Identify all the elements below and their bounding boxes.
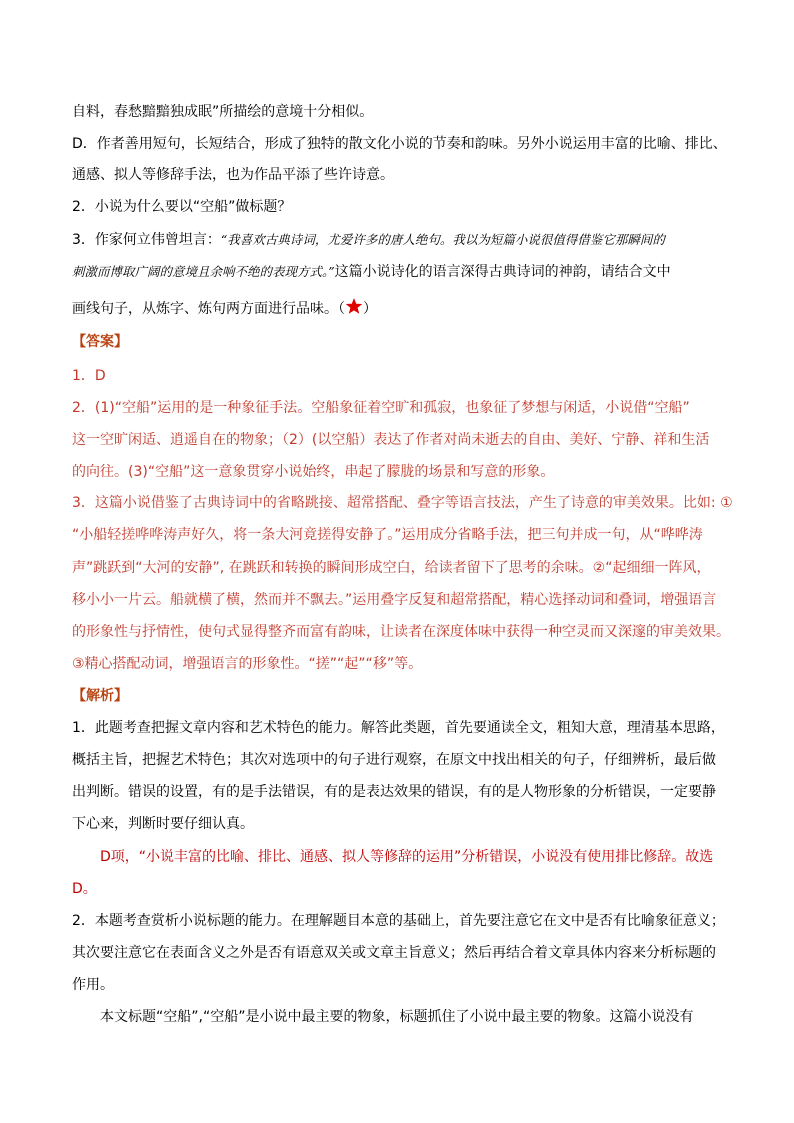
answer-2-line-3: 的向往。(3)“空船”这一意象贯穿小说始终，串起了朦胧的场景和写意的形象。 (72, 464, 555, 480)
question-3-line-1 (72, 230, 722, 250)
answer-2-line-1: 2．(1)“空船”运用的是一种象征手法。空船象征着空旷和孤寂，也象征了梦想与闲适，小说借“空船” (72, 400, 690, 416)
answer-3-line-3: 声”跳跃到“大河的安静”, 在跳跃和转换的瞬间形成空白，给读者留下了思考的余味。②“起细细一阵风， (72, 560, 711, 576)
analysis-1-line-1: 1．此题考查把握文章内容和艺术特色的能力。解答此类题，首先要通读全文，粗知大意，理清基本思路， (72, 720, 725, 736)
answer-2-line-2: 这一空旷闲适、逍遥自在的物象；（2）(以空船）表达了作者对尚未逝去的自由、美好、宁静、祥和生活 (72, 432, 710, 448)
star-icon (345, 297, 363, 321)
question-3-lead: 3．作家何立伟曾坦言： (72, 232, 221, 248)
analysis-2-line-3: 作用。 (72, 977, 114, 993)
analysis-2-line-2: 其次要注意它在表面含义之外是否有语意双关或文章主旨意义；然后再结合着文章具体内容来分析标题的 (72, 945, 716, 961)
prelude-line: 自料，春愁黯黯独成眠”所描绘的意境十分相似。 (72, 104, 374, 120)
analysis-header: 【解析】 (72, 688, 128, 704)
analysis-d-line-1: D项，“小说丰富的比喻、排比、通感、拟人等修辞的运用”分析错误，小说没有使用排比修辞。故选 (100, 849, 714, 865)
analysis-1-line-3: 出判断。错误的设置，有的是手法错误，有的是表达效果的错误，有的是人物形象的分析错误，一定要静 (72, 784, 716, 800)
question-3-line-3: 画线句子，从炼字、炼句两方面进行品味。（ ） (72, 297, 722, 321)
question-2: 2．小说为什么要以“空船”做标题？ (72, 199, 292, 215)
question-3-tail: 这篇小说诗化的语言深得古典诗词的神韵，请结合文中 (334, 264, 671, 280)
answer-1: 1．D (72, 368, 106, 384)
question-3-line-2 (72, 262, 722, 282)
answer-3-line-1: 3．这篇小说借鉴了古典诗词中的省略跳接、超常搭配、叠字等语言技法，产生了诗意的审美效果。比如: ① (72, 495, 733, 511)
answer-3-line-2: “小船轻搓哗哗涛声好久，将一条大河竟搓得安静了。”运用成分省略手法，把三句并成一句，从“哗哗涛 (72, 527, 703, 543)
analysis-1-line-2: 概括主旨，把握艺术特色；其次对选项中的句子进行观察，在原文中找出相关的句子，仔细辨析，最后做 (72, 752, 716, 768)
analysis-d-line-2: D。 (72, 881, 97, 897)
analysis-2-line-4: 本文标题“空船”,“空船”是小说中最主要的物象，标题抓住了小说中最主要的物象。这篇小说没有 (100, 1009, 694, 1025)
answer-3-line-4: 移小小一片云。船就横了横，然而并不飘去。”运用叠字反复和超常搭配，精心选择动词和叠词，增强语言 (72, 592, 717, 608)
analysis-1-line-4: 下心来，判断时要仔细认真。 (72, 816, 254, 832)
option-d-line-cont: 通感、拟人等修辞手法，也为作品平添了些许诗意。 (72, 167, 394, 183)
analysis-2-line-1: 2．本题考查赏析小说标题的能力。在理解题目本意的基础上，首先要注意它在文中是否有比喻象征意义； (72, 913, 725, 929)
answer-header: 【答案】 (72, 334, 128, 350)
answer-3-line-5: 的形象性与抒情性，使句式显得整齐而富有韵味，让读者在深度体味中获得一种空灵而又深邃的审美效果。 (72, 624, 730, 640)
answer-3-line-6: ③精心搭配动词，增强语言的形象性。“搓”“起”“移”等。 (72, 656, 423, 672)
author-quote-part-1: “我喜欢古典诗词，尤爱许多的唐人绝句。我以为短篇小说很值得借鉴它那瞬间的 (220, 232, 665, 247)
author-quote-part-2: 刺激而博取广阔的意境且余响不绝的表现方式。” (72, 264, 335, 279)
option-d-line: D．作者善用短句，长短结合，形成了独特的散文化小说的节奏和韵味。另外小说运用丰富的比喻、排比、 (72, 136, 727, 152)
